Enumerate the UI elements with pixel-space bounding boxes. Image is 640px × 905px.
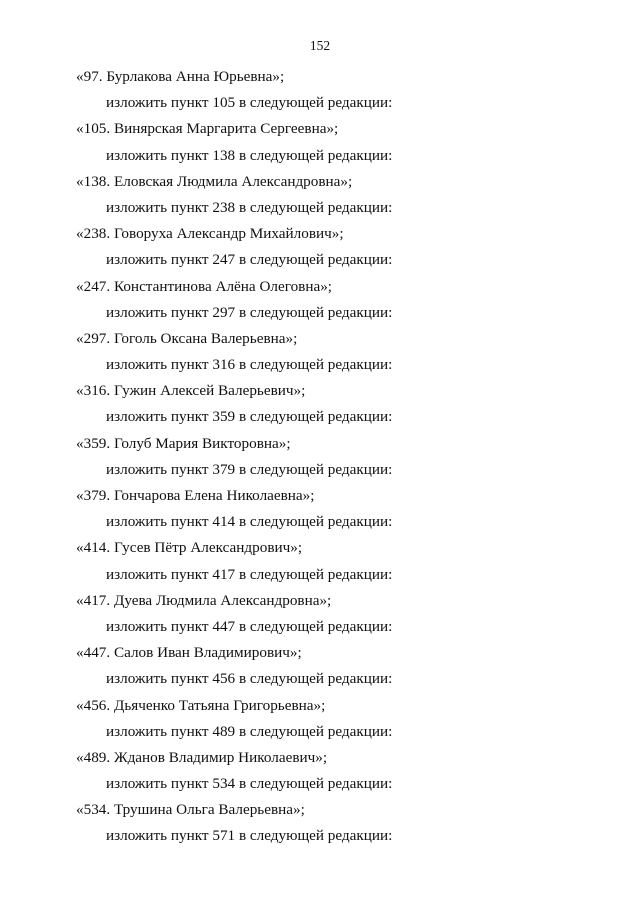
list-entry: «97. Бурлакова Анна Юрьевна»; (76, 68, 285, 85)
list-entry: «359. Голуб Мария Викторовна»; (76, 434, 291, 452)
amendment-instruction: изложить пункт 359 в следующей редакции: (106, 408, 393, 426)
list-entry: «238. Говоруха Александр Михайлович»; (76, 225, 344, 243)
list-entry: «379. Гончарова Елена Николаевна»; (76, 487, 315, 504)
page-number: 152 (309, 38, 331, 53)
amendment-instruction: изложить пункт 417 в следующей редакции: (106, 565, 393, 583)
amendment-instruction: изложить пункт 138 в следующей редакции: (106, 146, 393, 164)
list-entry: «456. Дьяченко Татьяна Григорьевна»; (76, 696, 326, 714)
list-entry: «138. Еловская Людмила Александровна»; (76, 172, 353, 190)
amendment-instruction: изложить пункт 456 в следующей редакции: (106, 670, 393, 688)
list-entry: «414. Гусев Пётр Александрович»; (76, 539, 303, 557)
amendment-instruction: изложить пункт 379 в следующей редакции: (106, 460, 393, 478)
amendment-instruction: изложить пункт 447 в следующей редакции: (106, 617, 393, 635)
amendment-instruction: изложить пункт 534 в следующей редакции: (106, 775, 393, 793)
amendment-instruction: изложить пункт 571 в следующей редакции: (106, 827, 393, 845)
amendment-instruction: изложить пункт 316 в следующей редакции: (106, 356, 393, 374)
list-entry: «297. Гоголь Оксана Валерьевна»; (76, 329, 298, 347)
list-entry: «316. Гужин Алексей Валерьевич»; (76, 382, 306, 400)
list-entry: «447. Салов Иван Владимирович»; (76, 644, 302, 662)
amendment-instruction: изложить пункт 489 в следующей редакции: (106, 722, 393, 740)
amendment-instruction: изложить пункт 414 в следующей редакции: (106, 513, 393, 531)
amendment-instruction: изложить пункт 238 в следующей редакции: (106, 198, 393, 216)
amendment-instruction: изложить пункт 105 в следующей редакции: (106, 94, 393, 112)
list-entry: «247. Константинова Алёна Олеговна»; (76, 277, 333, 295)
list-entry: «489. Жданов Владимир Николаевич»; (76, 748, 328, 766)
amendment-instruction: изложить пункт 247 в следующей редакции: (106, 251, 393, 269)
list-entry: «534. Трушина Ольга Валерьевна»; (76, 801, 305, 819)
list-entry: «105. Винярская Маргарита Сергеевна»; (76, 120, 339, 138)
list-entry: «417. Дуева Людмила Александровна»; (76, 591, 332, 609)
amendment-list (0, 64, 640, 850)
amendment-instruction: изложить пункт 297 в следующей редакции: (106, 303, 393, 321)
